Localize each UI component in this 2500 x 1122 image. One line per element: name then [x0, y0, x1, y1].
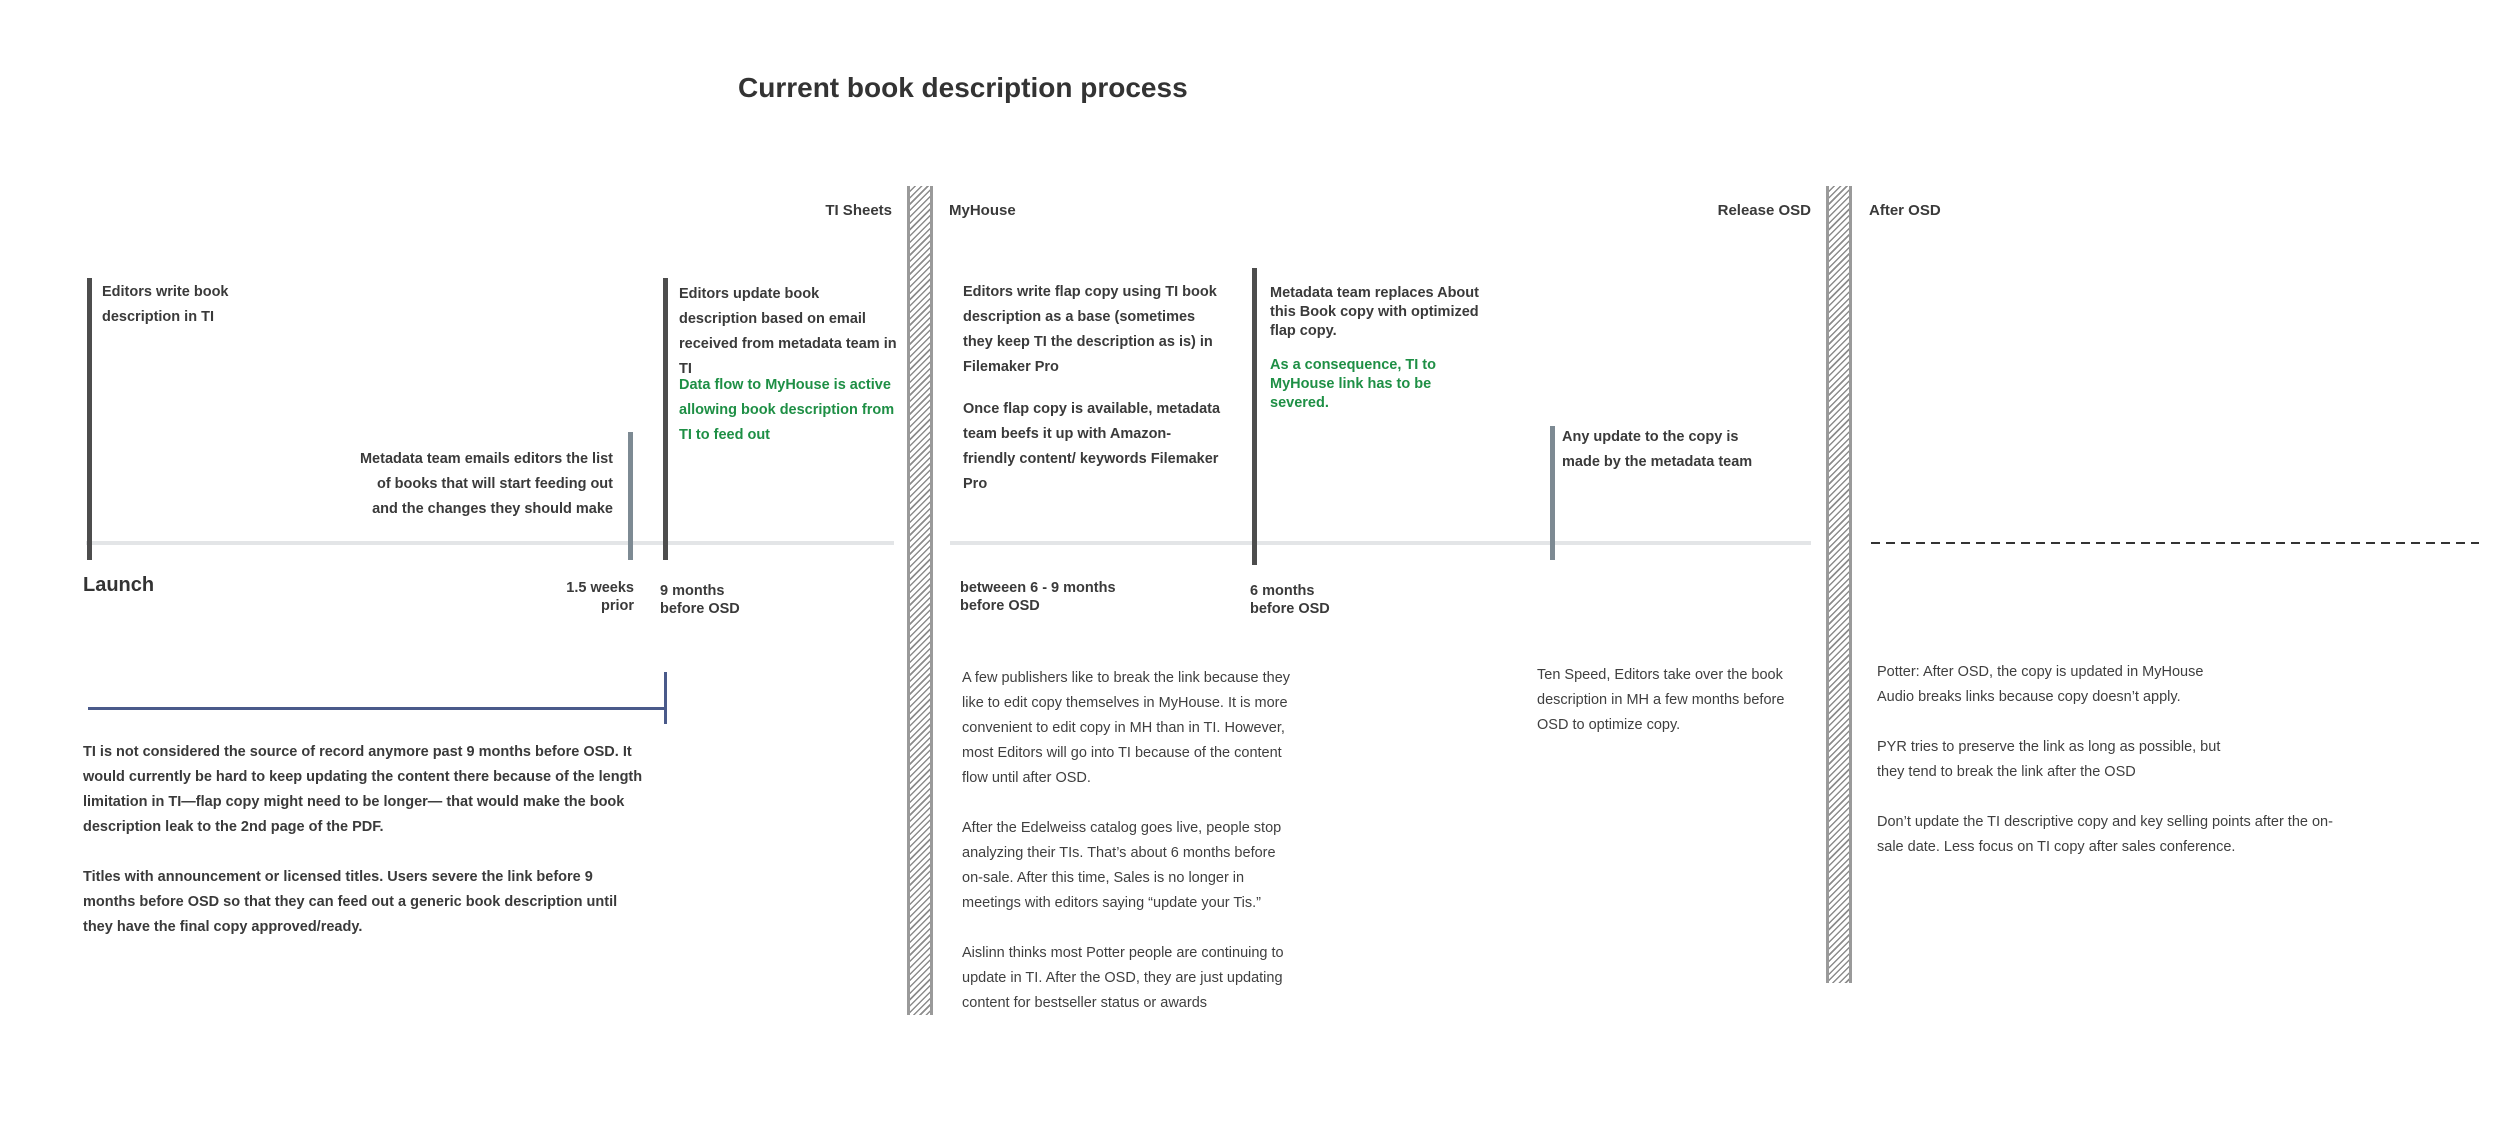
note-after-pyr: PYR tries to preserve the link as long as possible, but they tend to break the link after the OSD	[1877, 739, 2221, 780]
event-bar-nine-months	[663, 278, 668, 560]
section-myhouse: MyHouse	[949, 202, 1016, 219]
tick-between-months: betweeen 6 - 9 months before OSD	[960, 580, 1116, 614]
note-ti-announcement: Titles with announcement or licensed titles. Users severe the link before 9 months before OSD so that they can feed out a generic book description until they have the final copy approved/ready.	[83, 869, 618, 935]
page-title: Current book description process	[738, 72, 1188, 103]
note-ten-speed: Ten Speed, Editors take over the book description in MH a few months before OSD to optimize copy.	[1537, 667, 1785, 733]
timeline-axis-myhouse	[950, 541, 1811, 545]
tick-launch: Launch	[83, 574, 155, 596]
event-flap-copy: Editors write flap copy using TI book description as a base (sometimes they keep TI the description as is) in Filemaker Pro	[963, 284, 1217, 375]
event-replaces: Metadata team replaces About this Book copy with optimized flap copy.	[1270, 285, 1479, 339]
note-after-ti: Don’t update the TI descriptive copy and key selling points after the on-sale date. Less focus on TI copy after sales conference.	[1877, 814, 2333, 855]
note-mh-publishers: A few publishers like to break the link because they like to edit copy themselves in MyHouse. It is more convenient to edit copy in MH than in TI. However, most Editors will go into TI because of the content flow until after OSD.	[962, 670, 1291, 786]
section-after-osd: After OSD	[1869, 202, 1941, 219]
event-bar-six-months	[1252, 268, 1257, 565]
notes-after-osd	[1877, 660, 2337, 885]
timeline-axis-after-osd	[1871, 540, 2481, 546]
section-ti-sheets: TI Sheets	[825, 202, 892, 219]
event-beefs-up: Once flap copy is available, metadata team beefs it up with Amazon-friendly content/ keywords Filemaker Pro	[963, 401, 1221, 492]
notes-ti	[83, 740, 643, 965]
section-release-osd: Release OSD	[1717, 202, 1811, 219]
event-bar-weeks	[628, 432, 633, 560]
event-metadata-emails: Metadata team emails editors the list of books that will start feeding out and the changes they should make	[359, 451, 613, 517]
note-after-potter: Potter: After OSD, the copy is updated in MyHouse Audio breaks links because copy doesn’t apply.	[1877, 664, 2204, 705]
event-consequence: As a consequence, TI to MyHouse link has to be severed.	[1270, 357, 1436, 411]
divider-myhouse	[907, 186, 933, 1015]
event-editors-update: Editors update book description based on email received from metadata team in TI	[679, 286, 897, 377]
timeline-axis-ti	[86, 541, 894, 545]
event-any-update: Any update to the copy is made by the metadata team	[1562, 429, 1753, 470]
event-bar-any-update	[1550, 426, 1555, 560]
note-ti-source: TI is not considered the source of record anymore past 9 months before OSD. It would currently be hard to keep updating the content there because of the length limitation in TI—flap copy might need to be longer— that would make the book description leak to the 2nd page of the PDF.	[83, 744, 643, 835]
ti-range-end-cap	[664, 672, 667, 724]
tick-nine-months: 9 months before OSD	[660, 583, 740, 617]
notes-myhouse	[962, 666, 1292, 1041]
tick-weeks-prior: 1.5 weeks prior	[566, 580, 634, 614]
note-mh-edelweiss: After the Edelweiss catalog goes live, people stop analyzing their TIs. That’s about 6 months before on-sale. After this time, Sales is no longer in meetings with editors saying “update your Tis.”	[962, 820, 1282, 911]
event-editors-write: Editors write book description in TI	[102, 284, 229, 325]
event-data-flow: Data flow to MyHouse is active allowing book description from TI to feed out	[679, 377, 895, 443]
tick-six-months: 6 months before OSD	[1250, 583, 1330, 617]
event-bar-launch	[87, 278, 92, 560]
ti-range-line	[88, 707, 667, 710]
note-mh-aislinn: Aislinn thinks most Potter people are continuing to update in TI. After the OSD, they are just updating content for bestseller status or awards	[962, 945, 1284, 1011]
divider-after-osd	[1826, 186, 1852, 983]
